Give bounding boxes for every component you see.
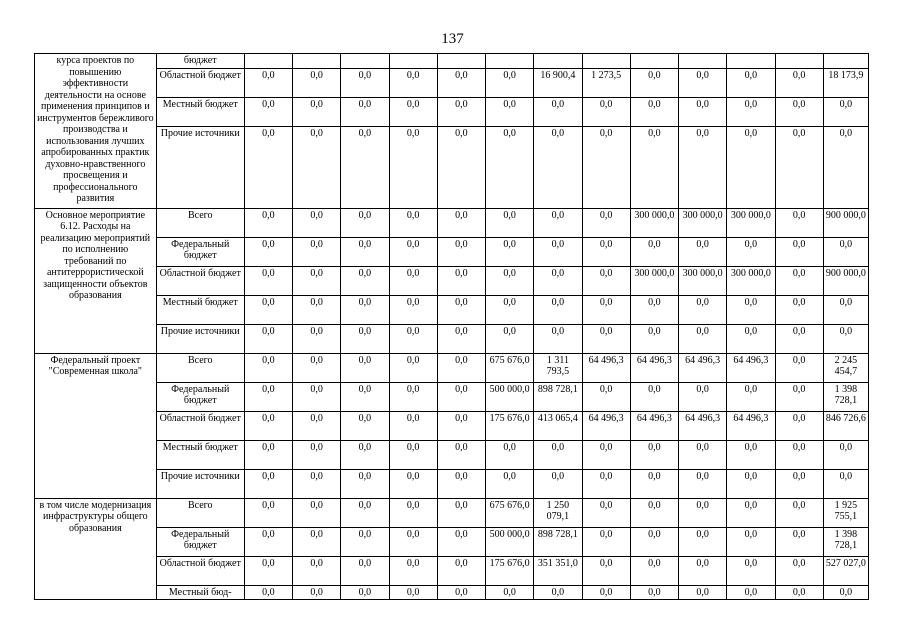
amount-cell: 0,0 xyxy=(341,295,389,324)
amount-cell: 0,0 xyxy=(486,585,534,600)
amount-cell: 0,0 xyxy=(244,295,292,324)
amount-cell: 0,0 xyxy=(389,266,437,295)
funding-source-cell: Всего xyxy=(156,498,244,527)
amount-cell: 0,0 xyxy=(582,469,630,498)
amount-cell xyxy=(437,54,485,69)
amount-cell: 0,0 xyxy=(679,382,727,411)
amount-cell: 16 900,4 xyxy=(534,68,582,97)
amount-cell: 0,0 xyxy=(582,126,630,208)
amount-cell: 1 250 079,1 xyxy=(534,498,582,527)
amount-cell: 2 245 454,7 xyxy=(823,353,868,382)
table-row xyxy=(35,237,869,266)
amount-cell: 0,0 xyxy=(341,440,389,469)
amount-cell: 0,0 xyxy=(775,411,823,440)
amount-cell: 0,0 xyxy=(389,556,437,585)
activity-name-cell: Федеральный проект "Современная школа" xyxy=(35,353,157,498)
funding-source-cell: Прочие источники xyxy=(156,126,244,208)
amount-cell xyxy=(823,54,868,69)
amount-cell: 0,0 xyxy=(679,527,727,556)
funding-source-cell: Областной бюджет xyxy=(156,556,244,585)
amount-cell: 0,0 xyxy=(341,68,389,97)
amount-cell: 0,0 xyxy=(582,498,630,527)
amount-cell: 0,0 xyxy=(582,585,630,600)
amount-cell: 175 676,0 xyxy=(486,556,534,585)
amount-cell: 0,0 xyxy=(486,324,534,353)
amount-cell xyxy=(341,54,389,69)
amount-cell: 64 496,3 xyxy=(727,411,775,440)
amount-cell: 0,0 xyxy=(775,97,823,126)
amount-cell: 0,0 xyxy=(293,68,341,97)
amount-cell: 0,0 xyxy=(437,126,485,208)
amount-cell: 0,0 xyxy=(244,585,292,600)
amount-cell: 0,0 xyxy=(486,208,534,237)
table-row xyxy=(35,382,869,411)
funding-source-cell: Всего xyxy=(156,208,244,237)
amount-cell: 0,0 xyxy=(775,585,823,600)
amount-cell: 527 027,0 xyxy=(823,556,868,585)
amount-cell: 0,0 xyxy=(630,527,678,556)
amount-cell: 0,0 xyxy=(679,585,727,600)
amount-cell: 0,0 xyxy=(293,97,341,126)
amount-cell: 0,0 xyxy=(293,353,341,382)
amount-cell: 0,0 xyxy=(244,469,292,498)
amount-cell: 64 496,3 xyxy=(582,353,630,382)
funding-source-cell: Местный бюджет xyxy=(156,295,244,324)
amount-cell: 0,0 xyxy=(823,440,868,469)
amount-cell: 0,0 xyxy=(679,126,727,208)
amount-cell: 0,0 xyxy=(630,97,678,126)
amount-cell: 0,0 xyxy=(437,498,485,527)
amount-cell: 0,0 xyxy=(534,126,582,208)
amount-cell: 0,0 xyxy=(775,208,823,237)
amount-cell: 0,0 xyxy=(486,68,534,97)
table-row xyxy=(35,266,869,295)
table-row xyxy=(35,126,869,208)
table-row xyxy=(35,469,869,498)
amount-cell: 0,0 xyxy=(534,585,582,600)
amount-cell: 0,0 xyxy=(534,295,582,324)
funding-source-cell: Всего xyxy=(156,353,244,382)
amount-cell: 900 000,0 xyxy=(823,266,868,295)
amount-cell: 0,0 xyxy=(727,527,775,556)
amount-cell: 0,0 xyxy=(244,527,292,556)
amount-cell: 0,0 xyxy=(437,295,485,324)
amount-cell: 1 925 755,1 xyxy=(823,498,868,527)
amount-cell: 0,0 xyxy=(630,440,678,469)
amount-cell: 0,0 xyxy=(582,266,630,295)
amount-cell: 0,0 xyxy=(389,527,437,556)
amount-cell: 675 676,0 xyxy=(486,353,534,382)
amount-cell: 0,0 xyxy=(534,324,582,353)
table-row xyxy=(35,208,869,237)
amount-cell: 0,0 xyxy=(437,266,485,295)
amount-cell: 0,0 xyxy=(486,237,534,266)
amount-cell: 175 676,0 xyxy=(486,411,534,440)
amount-cell: 300 000,0 xyxy=(679,208,727,237)
amount-cell: 0,0 xyxy=(582,556,630,585)
table-row xyxy=(35,353,869,382)
amount-cell: 0,0 xyxy=(244,498,292,527)
amount-cell: 0,0 xyxy=(582,527,630,556)
amount-cell: 0,0 xyxy=(823,237,868,266)
amount-cell: 900 000,0 xyxy=(823,208,868,237)
amount-cell: 0,0 xyxy=(437,585,485,600)
amount-cell: 0,0 xyxy=(341,469,389,498)
table-row xyxy=(35,324,869,353)
table-row xyxy=(35,68,869,97)
amount-cell: 0,0 xyxy=(293,382,341,411)
amount-cell: 0,0 xyxy=(630,68,678,97)
amount-cell: 0,0 xyxy=(582,97,630,126)
amount-cell: 0,0 xyxy=(630,585,678,600)
amount-cell: 0,0 xyxy=(679,324,727,353)
amount-cell: 300 000,0 xyxy=(679,266,727,295)
amount-cell: 0,0 xyxy=(293,237,341,266)
amount-cell: 846 726,6 xyxy=(823,411,868,440)
amount-cell: 0,0 xyxy=(437,469,485,498)
amount-cell: 0,0 xyxy=(630,126,678,208)
amount-cell: 0,0 xyxy=(341,382,389,411)
amount-cell: 0,0 xyxy=(534,97,582,126)
funding-source-cell: Областной бюджет xyxy=(156,68,244,97)
table-row xyxy=(35,295,869,324)
amount-cell: 898 728,1 xyxy=(534,382,582,411)
activity-name-cell: курса проектов по повышению эффективности деятельности на основе применения принципов и инструментов бережливого производства и использования лучших апробированных практик духовно-нравственного просвещения и профессионального развития xyxy=(35,54,157,209)
amount-cell: 0,0 xyxy=(389,585,437,600)
amount-cell: 0,0 xyxy=(244,411,292,440)
funding-source-cell: Областной бюджет xyxy=(156,266,244,295)
amount-cell: 0,0 xyxy=(341,126,389,208)
amount-cell: 64 496,3 xyxy=(630,353,678,382)
amount-cell: 0,0 xyxy=(293,498,341,527)
amount-cell: 0,0 xyxy=(679,237,727,266)
funding-source-cell: Местный бюджет xyxy=(156,440,244,469)
amount-cell: 0,0 xyxy=(389,295,437,324)
amount-cell: 0,0 xyxy=(389,411,437,440)
amount-cell: 0,0 xyxy=(486,295,534,324)
amount-cell: 0,0 xyxy=(341,266,389,295)
amount-cell: 0,0 xyxy=(244,208,292,237)
amount-cell xyxy=(244,54,292,69)
amount-cell: 0,0 xyxy=(486,126,534,208)
amount-cell: 0,0 xyxy=(775,324,823,353)
amount-cell: 0,0 xyxy=(389,353,437,382)
amount-cell: 0,0 xyxy=(244,266,292,295)
amount-cell: 0,0 xyxy=(823,126,868,208)
amount-cell: 0,0 xyxy=(293,295,341,324)
amount-cell: 0,0 xyxy=(437,556,485,585)
amount-cell: 0,0 xyxy=(630,382,678,411)
amount-cell: 0,0 xyxy=(389,126,437,208)
budget-table-body xyxy=(35,54,869,600)
amount-cell xyxy=(293,54,341,69)
amount-cell: 0,0 xyxy=(244,556,292,585)
amount-cell: 0,0 xyxy=(389,68,437,97)
amount-cell: 0,0 xyxy=(727,556,775,585)
amount-cell: 0,0 xyxy=(437,527,485,556)
amount-cell: 0,0 xyxy=(823,97,868,126)
amount-cell xyxy=(679,54,727,69)
funding-source-cell: Федеральный бюджет xyxy=(156,237,244,266)
amount-cell: 0,0 xyxy=(727,126,775,208)
amount-cell: 0,0 xyxy=(437,440,485,469)
amount-cell: 0,0 xyxy=(389,208,437,237)
amount-cell: 0,0 xyxy=(582,382,630,411)
funding-source-cell: Местный бюджет xyxy=(156,97,244,126)
amount-cell: 0,0 xyxy=(823,295,868,324)
funding-source-cell: бюджет xyxy=(156,54,244,69)
amount-cell: 0,0 xyxy=(293,126,341,208)
amount-cell: 0,0 xyxy=(823,469,868,498)
amount-cell: 0,0 xyxy=(679,440,727,469)
amount-cell: 0,0 xyxy=(534,266,582,295)
funding-source-cell: Федеральный бюджет xyxy=(156,527,244,556)
amount-cell: 0,0 xyxy=(727,68,775,97)
amount-cell: 0,0 xyxy=(727,440,775,469)
amount-cell: 0,0 xyxy=(679,97,727,126)
amount-cell: 0,0 xyxy=(437,237,485,266)
amount-cell xyxy=(582,54,630,69)
table-row xyxy=(35,411,869,440)
amount-cell: 0,0 xyxy=(775,527,823,556)
table-row xyxy=(35,440,869,469)
amount-cell: 0,0 xyxy=(389,237,437,266)
amount-cell: 413 065,4 xyxy=(534,411,582,440)
amount-cell: 0,0 xyxy=(293,324,341,353)
amount-cell: 0,0 xyxy=(534,440,582,469)
amount-cell: 0,0 xyxy=(293,556,341,585)
amount-cell: 0,0 xyxy=(534,208,582,237)
amount-cell: 0,0 xyxy=(775,237,823,266)
amount-cell: 0,0 xyxy=(679,498,727,527)
funding-source-cell: Местный бюд- xyxy=(156,585,244,600)
funding-source-cell: Прочие источники xyxy=(156,324,244,353)
amount-cell: 0,0 xyxy=(293,469,341,498)
amount-cell: 0,0 xyxy=(775,382,823,411)
amount-cell: 0,0 xyxy=(679,556,727,585)
amount-cell: 0,0 xyxy=(727,498,775,527)
amount-cell: 1 398 728,1 xyxy=(823,382,868,411)
amount-cell xyxy=(630,54,678,69)
amount-cell: 0,0 xyxy=(775,353,823,382)
amount-cell: 18 173,9 xyxy=(823,68,868,97)
amount-cell: 0,0 xyxy=(775,68,823,97)
amount-cell: 0,0 xyxy=(341,585,389,600)
amount-cell: 0,0 xyxy=(727,382,775,411)
amount-cell: 0,0 xyxy=(630,556,678,585)
amount-cell: 0,0 xyxy=(727,469,775,498)
amount-cell: 0,0 xyxy=(775,556,823,585)
amount-cell: 0,0 xyxy=(244,324,292,353)
amount-cell: 0,0 xyxy=(775,295,823,324)
budget-table xyxy=(34,53,869,600)
amount-cell: 0,0 xyxy=(389,469,437,498)
amount-cell: 0,0 xyxy=(582,208,630,237)
amount-cell: 0,0 xyxy=(630,295,678,324)
amount-cell: 64 496,3 xyxy=(727,353,775,382)
amount-cell: 0,0 xyxy=(244,440,292,469)
amount-cell: 0,0 xyxy=(486,97,534,126)
amount-cell: 0,0 xyxy=(389,382,437,411)
amount-cell: 0,0 xyxy=(389,440,437,469)
funding-source-cell: Областной бюджет xyxy=(156,411,244,440)
amount-cell: 0,0 xyxy=(293,585,341,600)
amount-cell: 0,0 xyxy=(679,295,727,324)
amount-cell: 300 000,0 xyxy=(630,266,678,295)
amount-cell: 0,0 xyxy=(341,498,389,527)
amount-cell: 64 496,3 xyxy=(582,411,630,440)
table-row xyxy=(35,498,869,527)
amount-cell: 0,0 xyxy=(437,324,485,353)
amount-cell: 0,0 xyxy=(630,498,678,527)
amount-cell: 64 496,3 xyxy=(679,411,727,440)
amount-cell: 0,0 xyxy=(244,126,292,208)
amount-cell: 0,0 xyxy=(437,97,485,126)
amount-cell: 898 728,1 xyxy=(534,527,582,556)
amount-cell: 0,0 xyxy=(244,382,292,411)
amount-cell: 0,0 xyxy=(293,266,341,295)
amount-cell: 0,0 xyxy=(727,324,775,353)
amount-cell: 64 496,3 xyxy=(630,411,678,440)
amount-cell: 1 311 793,5 xyxy=(534,353,582,382)
amount-cell: 0,0 xyxy=(727,295,775,324)
amount-cell: 0,0 xyxy=(582,324,630,353)
amount-cell: 0,0 xyxy=(293,411,341,440)
amount-cell xyxy=(727,54,775,69)
amount-cell: 0,0 xyxy=(437,208,485,237)
amount-cell: 0,0 xyxy=(244,97,292,126)
amount-cell: 0,0 xyxy=(244,68,292,97)
amount-cell: 0,0 xyxy=(630,324,678,353)
amount-cell: 0,0 xyxy=(823,585,868,600)
amount-cell: 0,0 xyxy=(341,411,389,440)
amount-cell: 0,0 xyxy=(341,527,389,556)
amount-cell: 0,0 xyxy=(389,97,437,126)
amount-cell: 1 398 728,1 xyxy=(823,527,868,556)
amount-cell: 0,0 xyxy=(486,469,534,498)
amount-cell: 0,0 xyxy=(534,469,582,498)
amount-cell: 0,0 xyxy=(437,411,485,440)
amount-cell: 0,0 xyxy=(582,237,630,266)
amount-cell: 675 676,0 xyxy=(486,498,534,527)
amount-cell xyxy=(775,54,823,69)
amount-cell: 0,0 xyxy=(293,208,341,237)
amount-cell: 64 496,3 xyxy=(679,353,727,382)
amount-cell: 0,0 xyxy=(437,353,485,382)
amount-cell: 1 273,5 xyxy=(582,68,630,97)
amount-cell: 0,0 xyxy=(341,324,389,353)
amount-cell: 0,0 xyxy=(534,237,582,266)
amount-cell xyxy=(389,54,437,69)
amount-cell: 500 000,0 xyxy=(486,527,534,556)
amount-cell: 0,0 xyxy=(341,208,389,237)
table-row xyxy=(35,585,869,600)
activity-name-cell: Основное мероприятие 6.12. Расходы на реализацию мероприятий по исполнению требований по антитеррористической защищенности объектов образования xyxy=(35,208,157,353)
table-row xyxy=(35,527,869,556)
amount-cell: 0,0 xyxy=(630,469,678,498)
amount-cell: 0,0 xyxy=(775,126,823,208)
amount-cell: 0,0 xyxy=(341,97,389,126)
amount-cell: 0,0 xyxy=(582,295,630,324)
amount-cell: 0,0 xyxy=(582,440,630,469)
amount-cell: 0,0 xyxy=(389,324,437,353)
amount-cell: 0,0 xyxy=(244,353,292,382)
amount-cell: 0,0 xyxy=(437,382,485,411)
amount-cell: 300 000,0 xyxy=(727,266,775,295)
amount-cell: 0,0 xyxy=(727,237,775,266)
table-row xyxy=(35,97,869,126)
amount-cell: 0,0 xyxy=(775,469,823,498)
amount-cell: 0,0 xyxy=(341,237,389,266)
amount-cell: 0,0 xyxy=(775,440,823,469)
amount-cell: 0,0 xyxy=(244,237,292,266)
activity-name-cell: в том числе модернизация инфраструктуры общего образования xyxy=(35,498,157,600)
amount-cell: 0,0 xyxy=(293,527,341,556)
amount-cell: 351 351,0 xyxy=(534,556,582,585)
amount-cell: 300 000,0 xyxy=(630,208,678,237)
amount-cell: 0,0 xyxy=(775,498,823,527)
amount-cell: 0,0 xyxy=(679,68,727,97)
amount-cell: 0,0 xyxy=(486,266,534,295)
amount-cell xyxy=(486,54,534,69)
amount-cell: 300 000,0 xyxy=(727,208,775,237)
amount-cell: 0,0 xyxy=(775,266,823,295)
amount-cell: 0,0 xyxy=(630,237,678,266)
amount-cell: 0,0 xyxy=(437,68,485,97)
funding-source-cell: Федеральный бюджет xyxy=(156,382,244,411)
amount-cell: 0,0 xyxy=(727,585,775,600)
amount-cell: 0,0 xyxy=(341,556,389,585)
amount-cell: 0,0 xyxy=(823,324,868,353)
funding-source-cell: Прочие источники xyxy=(156,469,244,498)
amount-cell: 0,0 xyxy=(341,353,389,382)
amount-cell: 0,0 xyxy=(486,440,534,469)
amount-cell: 0,0 xyxy=(389,498,437,527)
amount-cell: 500 000,0 xyxy=(486,382,534,411)
amount-cell xyxy=(534,54,582,69)
amount-cell: 0,0 xyxy=(727,97,775,126)
page-number: 137 xyxy=(441,31,464,47)
table-row xyxy=(35,556,869,585)
amount-cell: 0,0 xyxy=(293,440,341,469)
table-row xyxy=(35,54,869,69)
amount-cell: 0,0 xyxy=(679,469,727,498)
